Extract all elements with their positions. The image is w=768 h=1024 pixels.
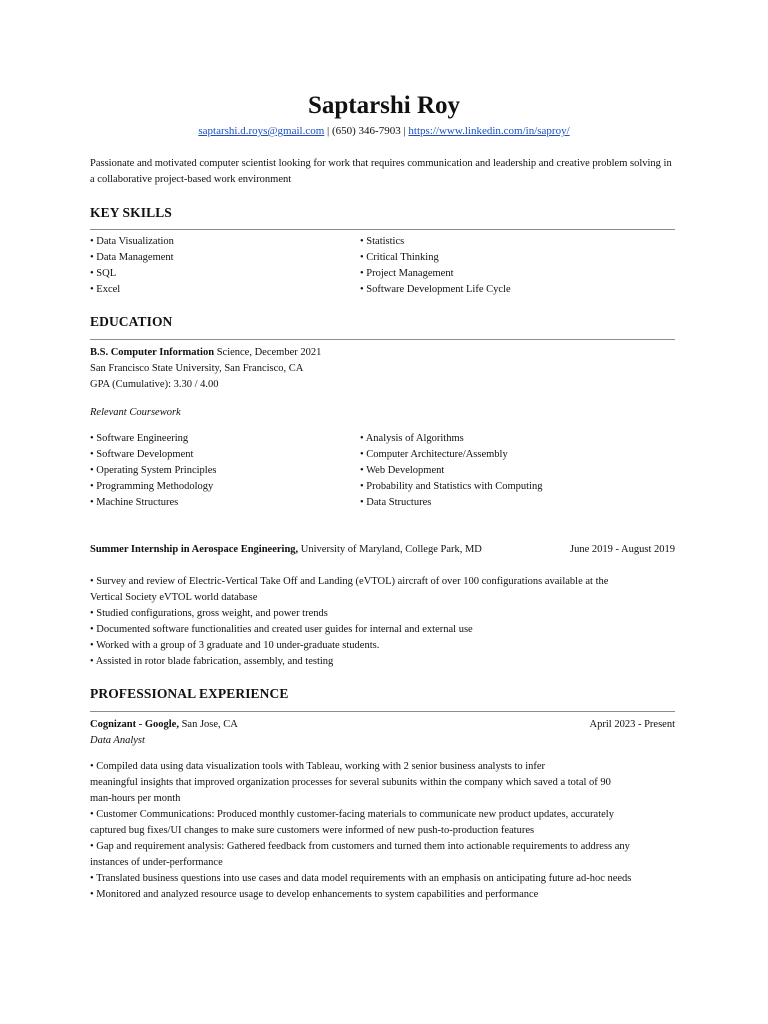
contact-separator: |	[324, 125, 332, 137]
skill-item: • Critical Thinking	[360, 252, 439, 263]
contact-line	[0, 123, 768, 139]
skills-left-column	[90, 234, 360, 298]
email-link[interactable]: saptarshi.d.roys@gmail.com	[198, 125, 325, 137]
coursework-list	[90, 431, 675, 511]
candidate-name: Saptarshi Roy	[307, 92, 461, 119]
summary-text: Passionate and motivated computer scientist looking for work that requires communication and leadership and creative problem solving in a collaborative project-based work environment	[90, 158, 672, 185]
section-divider	[90, 339, 675, 340]
section-divider	[90, 711, 675, 712]
job-company: Cognizant - Google,	[90, 719, 179, 730]
course-item: • Analysis of Algorithms	[360, 433, 464, 444]
school-name: San Francisco State University, San Francisco, CA	[90, 363, 304, 374]
gpa-text: GPA (Cumulative): 3.30 / 4.00	[90, 379, 219, 390]
job-role: Data Analyst	[90, 735, 145, 746]
job-bullets	[90, 759, 675, 903]
skills-list	[90, 234, 675, 298]
course-item: • Data Structures	[360, 497, 432, 508]
bullet-line: • Monitored and analyzed resource usage to develop enhancements to system capabilities and performance	[90, 889, 539, 900]
experience-heading: PROFESSIONAL EXPERIENCE	[90, 686, 289, 701]
internship-title-line	[90, 542, 482, 558]
skills-right-column	[360, 234, 630, 298]
bullet-line: captured bug fixes/UI changes to make sure customers were informed of new push-to-production features	[90, 825, 535, 836]
courses-right-column	[360, 431, 630, 511]
contact-separator: |	[400, 125, 409, 137]
degree-date: Science, December 2021	[214, 347, 322, 358]
internship-place: University of Maryland, College Park, MD	[298, 544, 482, 555]
degree-line	[90, 345, 675, 361]
skill-item: • Excel	[90, 284, 121, 295]
bullet-line: • Compiled data using data visualization tools with Tableau, working with 2 senior business analysts to infer	[90, 761, 546, 772]
internship-dates: June 2019 - August 2019	[570, 544, 675, 555]
bullet-line: • Studied configurations, gross weight, and power trends	[90, 608, 328, 619]
section-divider	[90, 229, 675, 230]
bullet-line: Vertical Society eVTOL world database	[90, 592, 258, 603]
skill-item: • Data Visualization	[90, 236, 174, 247]
coursework-label: Relevant Coursework	[90, 407, 181, 418]
linkedin-link[interactable]: https://www.linkedin.com/in/saproy/	[408, 125, 570, 137]
skill-item: • Software Development Life Cycle	[360, 284, 511, 295]
education-heading: EDUCATION	[90, 314, 173, 329]
job-header	[90, 717, 675, 733]
bullet-line: • Survey and review of Electric-Vertical Take Off and Landing (eVTOL) aircraft of over 100 configurations available at the	[90, 576, 609, 587]
course-item: • Web Development	[360, 465, 445, 476]
degree-name: B.S. Computer Information	[90, 347, 215, 358]
job-company-line	[90, 717, 238, 733]
course-item: • Operating System Principles	[90, 465, 217, 476]
course-item: • Probability and Statistics with Computing	[360, 481, 543, 492]
course-item: • Machine Structures	[90, 497, 179, 508]
bullet-line: • Assisted in rotor blade fabrication, assembly, and testing	[90, 656, 334, 667]
internship-title: Summer Internship in Aerospace Engineering,	[90, 544, 299, 555]
course-item: • Programming Methodology	[90, 481, 214, 492]
bullet-line: meaningful insights that improved organization processes for several subunits within the company which saved a total of 90	[90, 777, 611, 788]
skill-item: • Project Management	[360, 268, 454, 279]
bullet-line: • Translated business questions into use cases and data model requirements with an emphasis on anticipating future ad-hoc needs	[90, 873, 632, 884]
skill-item: • SQL	[90, 268, 117, 279]
skill-item: • Data Management	[90, 252, 174, 263]
course-item: • Software Development	[90, 449, 194, 460]
bullet-line: instances of under-performance	[90, 857, 223, 868]
phone-number: (650) 346-7903	[331, 125, 401, 137]
course-item: • Software Engineering	[90, 433, 189, 444]
courses-left-column	[90, 431, 360, 511]
bullet-line: man-hours per month	[90, 793, 181, 804]
bullet-line: • Worked with a group of 3 graduate and 10 under-graduate students.	[90, 640, 380, 651]
skill-item: • Statistics	[360, 236, 405, 247]
job-location: San Jose, CA	[178, 719, 238, 730]
education-details	[90, 345, 675, 393]
bullet-line: • Documented software functionalities and created user guides for internal and external use	[90, 624, 473, 635]
bullet-line: • Customer Communications: Produced monthly customer-facing materials to communicate new product updates, accurately	[90, 809, 614, 820]
internship-bullets	[90, 574, 675, 670]
key-skills-heading: KEY SKILLS	[90, 205, 172, 220]
job-dates: April 2023 - Present	[589, 719, 675, 730]
course-item: • Computer Architecture/Assembly	[360, 449, 508, 460]
bullet-line: • Gap and requirement analysis: Gathered feedback from customers and turned them into actionable requirements to address any	[90, 841, 630, 852]
internship-header	[90, 542, 675, 558]
